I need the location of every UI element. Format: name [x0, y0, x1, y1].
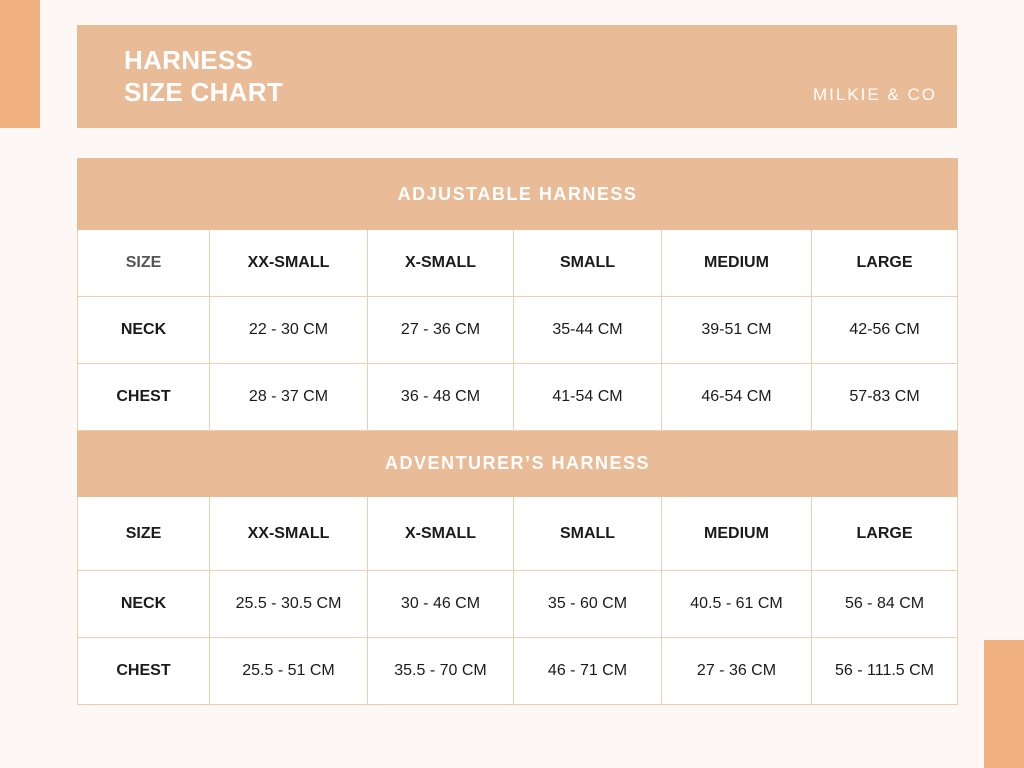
size-header-row: [78, 497, 958, 571]
table-cell: 35-44 CM: [514, 297, 662, 364]
table-row: [78, 638, 958, 705]
size-label: SIZE: [78, 497, 210, 571]
table-cell: 46 - 71 CM: [514, 638, 662, 705]
table-cell: 39-51 CM: [662, 297, 812, 364]
size-column-header: X-SMALL: [368, 230, 514, 297]
section-title-adjustable: ADJUSTABLE HARNESS: [78, 159, 958, 230]
table-cell: 25.5 - 51 CM: [210, 638, 368, 705]
size-column-header: MEDIUM: [662, 497, 812, 571]
section-header-adventurers: [78, 431, 958, 497]
page-title-line-1: HARNESS: [124, 45, 254, 75]
table-cell: 42-56 CM: [812, 297, 958, 364]
row-label-chest: CHEST: [78, 638, 210, 705]
row-label-neck: NECK: [78, 297, 210, 364]
table-cell: 30 - 46 CM: [368, 571, 514, 638]
size-column-header: MEDIUM: [662, 230, 812, 297]
table-cell: 46-54 CM: [662, 364, 812, 431]
header-banner: [77, 25, 957, 128]
size-column-header: SMALL: [514, 497, 662, 571]
table-row: [78, 364, 958, 431]
size-column-header: XX-SMALL: [210, 497, 368, 571]
table-cell: 57-83 CM: [812, 364, 958, 431]
page-title-line-2: SIZE CHART: [124, 77, 283, 107]
table-cell: 28 - 37 CM: [210, 364, 368, 431]
size-column-header: LARGE: [812, 497, 958, 571]
table-cell: 27 - 36 CM: [662, 638, 812, 705]
size-column-header: XX-SMALL: [210, 230, 368, 297]
table-cell: 41-54 CM: [514, 364, 662, 431]
decorative-accent-left: [0, 0, 40, 128]
size-header-row: [78, 230, 958, 297]
table-cell: 56 - 84 CM: [812, 571, 958, 638]
size-chart-table: [77, 158, 958, 705]
section-header-adjustable: [78, 159, 958, 230]
size-column-header: SMALL: [514, 230, 662, 297]
table-cell: 27 - 36 CM: [368, 297, 514, 364]
section-title-adventurers: ADVENTURER’S HARNESS: [78, 431, 958, 497]
table-cell: 25.5 - 30.5 CM: [210, 571, 368, 638]
table-cell: 35.5 - 70 CM: [368, 638, 514, 705]
row-label-chest: CHEST: [78, 364, 210, 431]
table-cell: 22 - 30 CM: [210, 297, 368, 364]
row-label-neck: NECK: [78, 571, 210, 638]
size-label: SIZE: [78, 230, 210, 297]
table-cell: 40.5 - 61 CM: [662, 571, 812, 638]
brand-name: MILKIE & CO: [812, 85, 937, 104]
size-column-header: LARGE: [812, 230, 958, 297]
table-cell: 56 - 111.5 CM: [812, 638, 958, 705]
table-row: [78, 297, 958, 364]
table-row: [78, 571, 958, 638]
size-column-header: X-SMALL: [368, 497, 514, 571]
table-cell: 36 - 48 CM: [368, 364, 514, 431]
decorative-accent-right: [984, 640, 1024, 768]
page-title: [124, 44, 283, 108]
table-cell: 35 - 60 CM: [514, 571, 662, 638]
